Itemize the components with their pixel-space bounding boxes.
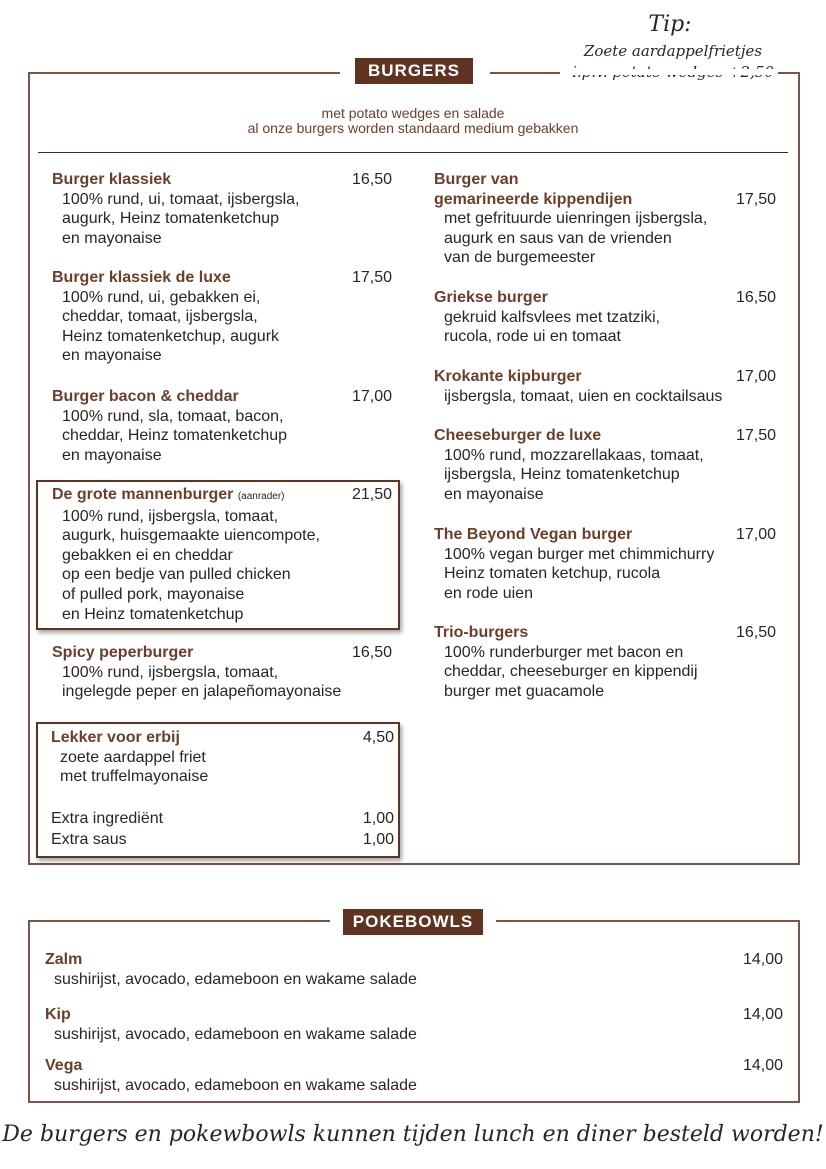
burgers-subtitle-1: met potato wedges en salade — [321, 105, 505, 121]
menu-item-price: 16,50 — [735, 289, 776, 306]
menu-item-name-line-1: Burger van — [434, 171, 519, 188]
extras-item — [51, 728, 394, 787]
pokebowl-item — [45, 1056, 783, 1095]
menu-item-name: Trio-burgers — [434, 624, 529, 641]
menu-item-price: 16,50 — [351, 644, 392, 661]
menu-item — [52, 268, 392, 366]
menu-item — [434, 525, 776, 603]
pokebowl-price: 14,00 — [742, 1006, 783, 1023]
extra-ingredient-label: Extra ingrediënt — [51, 810, 164, 827]
extra-ingredient-row — [51, 809, 394, 829]
extra-sauce-label: Extra saus — [51, 831, 127, 848]
menu-item-name — [52, 485, 392, 507]
menu-item — [52, 387, 392, 465]
menu-item-price: 16,50 — [351, 171, 392, 188]
menu-item-name-text: De grote mannenburger — [52, 486, 234, 503]
tip-line-1: Zoete aardappelfrietjes — [583, 42, 763, 60]
menu-item-description: 100% rund, ijsbergsla, tomaat, ingelegde peper en jalapeñomayonaise — [62, 663, 342, 701]
pokebowls-heading: POKEBOWLS — [343, 909, 483, 935]
menu-item-description: 100% rund, mozzarellakaas, tomaat, ijsbergsla, Heinz tomatenketchup en mayonaise — [444, 446, 704, 503]
pokebowl-price: 14,00 — [742, 1057, 783, 1074]
menu-item-name: Burger klassiek — [52, 171, 172, 188]
menu-item-price: 17,50 — [735, 190, 776, 208]
pokebowl-item — [45, 950, 783, 989]
extras-name: Lekker voor erbij — [51, 729, 180, 746]
menu-item-recommended — [52, 485, 392, 624]
menu-item — [434, 426, 776, 504]
menu-item-description: 100% rund, ijsbergsla, tomaat, augurk, huisgemaakte uiencompote, gebakken ei en cheddar op een bedje van pulled chicken of pulled pork, mayonaise en Heinz tomatenketchup — [62, 507, 320, 623]
pokebowl-name: Kip — [45, 1006, 71, 1023]
menu-item-name: The Beyond Vegan burger — [434, 526, 633, 543]
menu-item-price: 17,00 — [735, 368, 776, 385]
menu-item — [52, 170, 392, 248]
extra-sauce-price: 1,00 — [362, 831, 394, 848]
menu-item-price: 21,50 — [351, 486, 392, 503]
menu-item-name: Griekse burger — [434, 289, 548, 306]
burgers-divider — [38, 152, 788, 153]
menu-item — [52, 643, 392, 702]
menu-item-description: 100% vegan burger met chimmichurry Heinz tomaten ketchup, rucola en rode uien — [444, 545, 715, 602]
menu-item-description: met gefrituurde uienringen ijsbergsla, augurk en saus van de vrienden van de burgemeester — [444, 210, 708, 267]
burgers-heading: BURGERS — [355, 58, 473, 84]
menu-item — [434, 288, 776, 347]
menu-item-price: 17,00 — [735, 526, 776, 543]
menu-item-description: 100% rund, ui, tomaat, ijsbergsla, augurk, Heinz tomatenketchup en mayonaise — [62, 190, 300, 247]
menu-item-description: ijsbergsla, tomaat, uien en cocktailsaus — [444, 387, 723, 405]
extra-sauce-row — [51, 830, 394, 850]
menu-item-price: 16,50 — [735, 624, 776, 641]
burgers-subtitle-2: al onze burgers worden standaard medium gebakken — [247, 120, 579, 136]
menu-item — [434, 623, 776, 701]
menu-item-name: Cheeseburger de luxe — [434, 427, 602, 444]
menu-item-description: 100% rund, sla, tomaat, bacon, cheddar, Heinz tomatenketchup en mayonaise — [62, 407, 288, 464]
menu-item — [434, 170, 776, 268]
pokebowl-name: Zalm — [45, 951, 83, 968]
pokebowl-description: sushirijst, avocado, edameboon en wakame salade — [54, 1025, 417, 1043]
menu-item-price: 17,50 — [351, 269, 392, 286]
menu-item-price: 17,00 — [351, 388, 392, 405]
recommended-note: (aanrader) — [237, 491, 285, 502]
menu-item-price: 17,50 — [735, 427, 776, 444]
tip-title: Tip: — [648, 12, 692, 37]
pokebowl-price: 14,00 — [742, 951, 783, 968]
menu-item-name: Krokante kipburger — [434, 368, 582, 385]
extras-description: zoete aardappel friet met truffelmayonaise — [60, 748, 209, 786]
extras-price: 4,50 — [362, 729, 394, 746]
pokebowl-item — [45, 1005, 783, 1044]
pokebowl-name: Vega — [45, 1057, 83, 1074]
footer-note: De burgers en pokewbowls kunnen tijden lunch en diner besteld worden! — [2, 1122, 824, 1147]
pokebowl-description: sushirijst, avocado, edameboon en wakame salade — [54, 1076, 417, 1094]
menu-item-name: Spicy peperburger — [52, 644, 194, 661]
menu-item-description: gekruid kalfsvlees met tzatziki, rucola, rode ui en tomaat — [444, 308, 661, 346]
menu-item-description: 100% rund, ui, gebakken ei, cheddar, tomaat, ijsbergsla, Heinz tomatenketchup, augurk en mayonaise — [62, 288, 280, 365]
menu-item-name: Burger bacon & cheddar — [52, 388, 239, 405]
menu-item — [434, 367, 776, 406]
pokebowl-description: sushirijst, avocado, edameboon en wakame salade — [54, 970, 417, 988]
menu-item-description: 100% runderburger met bacon en cheddar, cheeseburger en kippendij burger met guacamole — [444, 643, 698, 700]
menu-item-name: Burger klassiek de luxe — [52, 269, 231, 286]
menu-item-name: gemarineerde kippendijen — [434, 190, 633, 208]
extra-ingredient-price: 1,00 — [362, 810, 394, 827]
